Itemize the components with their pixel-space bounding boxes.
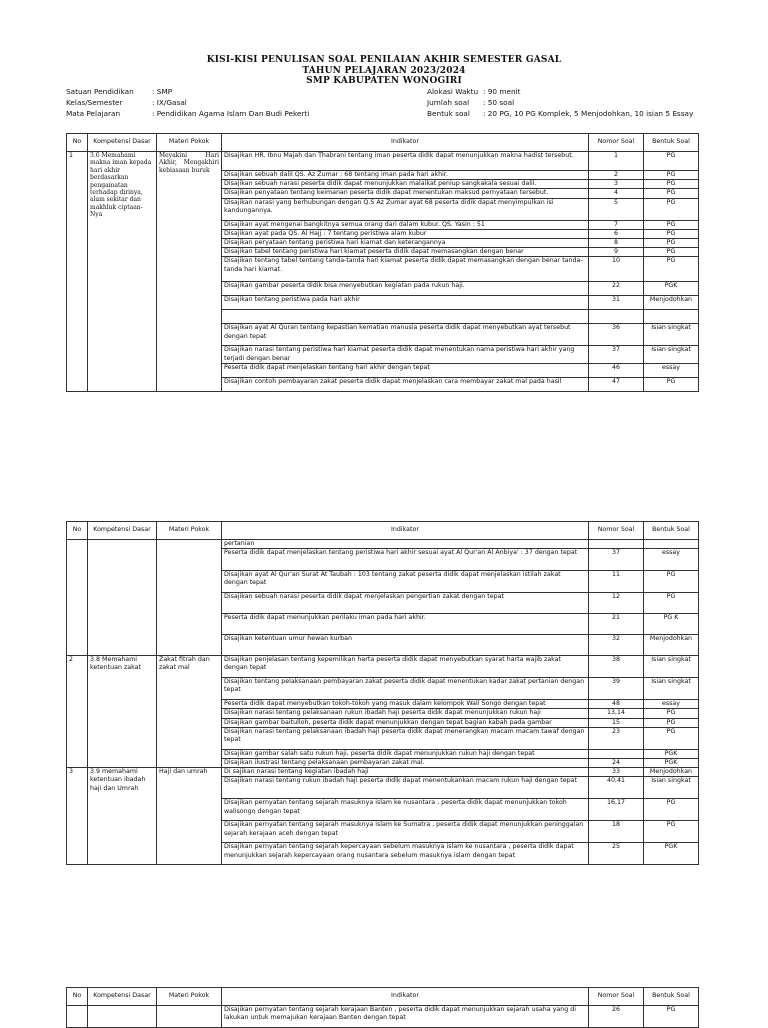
nomor-soal: 33 bbox=[589, 768, 644, 777]
indikator: Disajikan tentang pelaksanaan pembayaran zakat peserta didik dapat menentukan kadar zakat pertanian dengan tepat bbox=[222, 678, 589, 700]
meta-label: Alokasi Waktu bbox=[427, 87, 479, 96]
kisi-table-3 bbox=[66, 987, 699, 1028]
indikator: Disajikan tabel tentang peristiwa hari kiamat peserta didik dapat memasangkan dengan benar bbox=[222, 248, 589, 257]
nomor-soal: 21 bbox=[589, 614, 644, 635]
indikator: Disajikan gambar baitulloh, peserta didik dapat menunjukkan dengan tepat bagian kabah pada gambar bbox=[222, 718, 589, 727]
nomor-soal: 40,41 bbox=[589, 777, 644, 799]
document-title: KISI-KISI PENULISAN SOAL PENILAIAN AKHIR SEMESTER GASAL bbox=[206, 55, 562, 65]
bentuk-soal: Menjodohkan bbox=[644, 768, 699, 777]
header-materi-pokok: Materi Pokok bbox=[157, 988, 222, 1006]
header-bentuk-soal: Bentuk Soal bbox=[644, 988, 699, 1006]
bentuk-soal: PG bbox=[644, 229, 699, 238]
bentuk-soal: PG bbox=[644, 257, 699, 282]
indikator: Disajikan narasi tentang pelaksanaan ibadah haji peserta didik dapat menerangkan macam macam tawaf dengan tepat bbox=[222, 727, 589, 749]
nomor-soal: 1 bbox=[589, 152, 644, 171]
indikator: Disajikan ayat mengenai bangkitnya semua orang dari dalam kubur. QS. Yasin : 51 bbox=[222, 220, 589, 229]
indikator: Disajikan HR. Ibnu Majah dan Thabrani tentang iman peserta didik dapat menunjukkan makna hadist tersebut. bbox=[222, 152, 589, 171]
nomor-soal: 37 bbox=[589, 346, 644, 364]
nomor-soal: 26 bbox=[589, 1006, 644, 1028]
nomor-soal: 36 bbox=[589, 324, 644, 346]
indikator: Disajikan peryataan tentang peristiwa hari kiamat dan keterangannya bbox=[222, 239, 589, 248]
nomor-soal bbox=[589, 540, 644, 549]
indikator: Peserta didik dapat menyebutkan tokoh-tokoh yang masuk dalam kelompok Wali Songo dengan tepat bbox=[222, 700, 589, 709]
header-bentuk-soal: Bentuk Soal bbox=[644, 522, 699, 540]
header-no: No bbox=[67, 988, 88, 1006]
indikator: Disajikan penyataan tentang keimanan peserta didik dapat menentukan maksud pernyataan tersebut. bbox=[222, 189, 589, 198]
indikator bbox=[222, 310, 589, 324]
kisi-table-1 bbox=[66, 133, 699, 392]
header-nomor-soal: Nomor Soal bbox=[589, 134, 644, 152]
nomor-soal: 46 bbox=[589, 364, 644, 378]
bentuk-soal: essay bbox=[644, 700, 699, 709]
bentuk-soal: PG bbox=[644, 198, 699, 220]
bentuk-soal: PGK bbox=[644, 843, 699, 865]
bentuk-soal: essay bbox=[644, 364, 699, 378]
bentuk-soal: PG bbox=[644, 821, 699, 843]
nomor-soal: 13,14 bbox=[589, 709, 644, 718]
nomor-soal: 3 bbox=[589, 180, 644, 189]
table-row bbox=[67, 1006, 699, 1028]
nomor-soal: 23 bbox=[589, 727, 644, 749]
nomor-soal: 24 bbox=[589, 759, 644, 768]
indikator: Disajikan pernyatan tentang sejarah masuknya islam ke nusantara , peserta didik dapat menunjukkan tokoh walisongo dengan tepat bbox=[222, 799, 589, 821]
nomor-soal: 38 bbox=[589, 656, 644, 678]
bentuk-soal: PG K bbox=[644, 614, 699, 635]
table-row bbox=[67, 152, 699, 171]
indikator: Disajikan tentang peristiwa pada hari akhir bbox=[222, 296, 589, 310]
row-no: 3 bbox=[67, 768, 88, 865]
bentuk-soal: Isian singkat bbox=[644, 656, 699, 678]
bentuk-soal: Isian singkat bbox=[644, 346, 699, 364]
indikator: Disajikan pernyatan tentang sejarah kepercayaan sebelum masuknya islam ke nusantara , peserta didik dapat menunjukkan sejarah kepercayaan orang nusantara sebelum masuknya islam dengan tepat bbox=[222, 843, 589, 865]
header-kompetensi-dasar: Kompetensi Dasar bbox=[88, 522, 157, 540]
indikator: Disajikan narasi tentang rukun ibadah haji peserta didik dapat menentukankan macam rukun haji dengan tepat bbox=[222, 777, 589, 799]
header-indikator: Indikator bbox=[222, 522, 589, 540]
row-no: 1 bbox=[67, 152, 88, 392]
indikator: pertanian bbox=[222, 540, 589, 549]
nomor-soal: 7 bbox=[589, 220, 644, 229]
indikator: Disajikan ketentuan umur hewan kurban bbox=[222, 635, 589, 656]
kompetensi-dasar: 3.9 memahami ketentuan ibadah haji dan Umrah bbox=[88, 768, 157, 865]
bentuk-soal: PG bbox=[644, 799, 699, 821]
kisi-table-2 bbox=[66, 521, 699, 865]
meta-value: : 20 PG, 10 PG Komplek, 5 Menjodohkan, 10 isian 5 Essay bbox=[483, 109, 694, 118]
header-kompetensi-dasar: Kompetensi Dasar bbox=[88, 134, 157, 152]
bentuk-soal: PG bbox=[644, 378, 699, 392]
header-kompetensi-dasar: Kompetensi Dasar bbox=[88, 988, 157, 1006]
indikator: Disajikan ayat pada QS. Al Hajj : 7 tentang peristiwa alam kubur bbox=[222, 229, 589, 238]
table-row bbox=[67, 540, 699, 549]
bentuk-soal: PG bbox=[644, 571, 699, 593]
bentuk-soal: Isian singkat bbox=[644, 678, 699, 700]
nomor-soal: 47 bbox=[589, 378, 644, 392]
bentuk-soal: PGK bbox=[644, 282, 699, 296]
header-materi-pokok: Materi Pokok bbox=[157, 522, 222, 540]
bentuk-soal: PG bbox=[644, 152, 699, 171]
indikator: Disajikan sebuah dalil QS. Az Zumar : 68 tentang iman pada hari akhir. bbox=[222, 171, 589, 180]
meta-label: Jumlah soal bbox=[427, 98, 470, 107]
header-nomor-soal: Nomor Soal bbox=[589, 522, 644, 540]
indikator: Disajikan narasi tentang pelaksanaan rukun ibadah haji peserta didik dapat menunjukkan rukun haji bbox=[222, 709, 589, 718]
bentuk-soal: PG bbox=[644, 180, 699, 189]
nomor-soal: 25 bbox=[589, 843, 644, 865]
table-row bbox=[67, 768, 699, 777]
meta-value: : 50 soal bbox=[483, 98, 515, 107]
indikator: Disajikan ilustrasi tentang pelaksanaan pembayaran zakat mal. bbox=[222, 759, 589, 768]
nomor-soal: 8 bbox=[589, 239, 644, 248]
indikator: Disajikan narasi yang berhubungan dengan Q.S Az Zumar ayat 68 peserta didik dapat menyimpulkan isi kandungannya. bbox=[222, 198, 589, 220]
bentuk-soal: PG bbox=[644, 709, 699, 718]
indikator: Peserta didik dapat menunjukkan perilaku iman pada hari akhir. bbox=[222, 614, 589, 635]
indikator: Disajikan narasi tentang peristiwa hari kiamat peserta didik dapat menentukan nama peristiwa hari akhir yang terjadi dengan benar bbox=[222, 346, 589, 364]
bentuk-soal: PG bbox=[644, 727, 699, 749]
indikator: Disajikan gambar salah satu rukun haji, peserta didik dapat menunjukkan rukun haji dengan tepat bbox=[222, 749, 589, 758]
nomor-soal: 22 bbox=[589, 282, 644, 296]
bentuk-soal: PG bbox=[644, 171, 699, 180]
meta-label: Satuan Pendidikan bbox=[66, 87, 134, 96]
nomor-soal: 48 bbox=[589, 700, 644, 709]
nomor-soal: 5 bbox=[589, 198, 644, 220]
nomor-soal: 10 bbox=[589, 257, 644, 282]
bentuk-soal: PG bbox=[644, 189, 699, 198]
indikator: Disajikan pernyatan tentang sejarah masuknya islam ke Sumatra , peserta didik dapat menunjukkan peninggalan sejarah kerajaan aceh dengan tepat bbox=[222, 821, 589, 843]
bentuk-soal: Menjodohkan bbox=[644, 635, 699, 656]
indikator: Disajikan tentang tabel tentang tanda-tanda hari kiamat peserta didik dapat memasangkan dengan benar tanda-tanda hari kiamat. bbox=[222, 257, 589, 282]
nomor-soal: 18 bbox=[589, 821, 644, 843]
indikator: Peserta didik dapat menjelaskan tentang peristiwa hari akhir sesuai ayat Al Qur'an Al Anbiya' : 37 dengan tepat bbox=[222, 549, 589, 571]
bentuk-soal: PG bbox=[644, 220, 699, 229]
bentuk-soal: PG bbox=[644, 1006, 699, 1028]
bentuk-soal bbox=[644, 310, 699, 324]
header-indikator: Indikator bbox=[222, 988, 589, 1006]
nomor-soal: 9 bbox=[589, 248, 644, 257]
kompetensi-dasar: 3.6 Memahami makna iman kepada hari akhir berdasarkan pengamatan terhadap dirinya, alam sekitar dan makhluk ciptaan-Nya bbox=[88, 152, 157, 392]
indikator: Di sajikan narasi tentang kegiatan ibadah haji bbox=[222, 768, 589, 777]
nomor-soal: 31 bbox=[589, 296, 644, 310]
meta-value: : SMP bbox=[152, 87, 173, 96]
table-row bbox=[67, 656, 699, 678]
nomor-soal: 12 bbox=[589, 593, 644, 614]
indikator: Peserta didik dapat menjelaskan tentang hari akhir dengan tepat bbox=[222, 364, 589, 378]
meta-label: Mata Pelajaran bbox=[66, 109, 121, 118]
meta-left bbox=[66, 86, 309, 119]
nomor-soal: 15 bbox=[589, 718, 644, 727]
bentuk-soal: PG bbox=[644, 718, 699, 727]
bentuk-soal: PGK bbox=[644, 749, 699, 758]
bentuk-soal: Isian singkat bbox=[644, 324, 699, 346]
indikator: Disajikan contoh pembayaran zakat peserta didik dapat menjelaskan cara membayar zakat mal pada hasil bbox=[222, 378, 589, 392]
nomor-soal: 2 bbox=[589, 171, 644, 180]
meta-label: Kelas/Semester bbox=[66, 98, 123, 107]
nomor-soal: 37 bbox=[589, 549, 644, 571]
bentuk-soal: Menjodohkan bbox=[644, 296, 699, 310]
table-header-row bbox=[67, 522, 699, 540]
kompetensi-dasar: 3.8 Memahami ketentuan zakat bbox=[88, 656, 157, 768]
document-subtitle-school: SMP KABUPATEN WONOGIRI bbox=[306, 76, 462, 86]
table-header-row bbox=[67, 134, 699, 152]
row-no: 2 bbox=[67, 656, 88, 768]
indikator: Disajikan sebuah narasi peserta didik dapat menjelaskan pengertian zakat dengan tepat bbox=[222, 593, 589, 614]
nomor-soal: 16,17 bbox=[589, 799, 644, 821]
bentuk-soal: PG bbox=[644, 239, 699, 248]
nomor-soal: 4 bbox=[589, 189, 644, 198]
indikator: Disajikan ayat Al Quran tentang kepastian kematian manusia peserta didik dapat menyebutkan ayat tersebut dengan tepat bbox=[222, 324, 589, 346]
bentuk-soal: PG bbox=[644, 248, 699, 257]
nomor-soal bbox=[589, 310, 644, 324]
nomor-soal: 32 bbox=[589, 635, 644, 656]
header-indikator: Indikator bbox=[222, 134, 589, 152]
document-subtitle-year: TAHUN PELAJARAN 2023/2024 bbox=[302, 66, 466, 76]
meta-label: Bentuk soal bbox=[427, 109, 470, 118]
indikator: Disajikan pernyatan tentang sejarah kerajaan Banten , peserta didik dapat menunjukkan sejarah usaha yang di lakukan untuk memajukan kerajaan Banten dengan tepat bbox=[222, 1006, 589, 1028]
table-header-row bbox=[67, 988, 699, 1006]
nomor-soal: 39 bbox=[589, 678, 644, 700]
materi-pokok: Meyakini Hari Akhir, Mengakhiri kebiasaan buruk bbox=[157, 152, 222, 392]
materi-pokok: Zakat fitrah dan zakat mal bbox=[157, 656, 222, 768]
indikator: Disajikan gambar peserta didik bisa menyebutkan kegiatan pada rukun haji. bbox=[222, 282, 589, 296]
meta-value: : 90 menit bbox=[483, 87, 521, 96]
meta-right bbox=[427, 86, 693, 119]
bentuk-soal bbox=[644, 540, 699, 549]
header-no: No bbox=[67, 134, 88, 152]
indikator: Disajikan ayat Al Qur'an Surat At Taubah : 103 tentang zakat peserta didik dapat menjelaskan istilah zakat dengan tepat bbox=[222, 571, 589, 593]
nomor-soal: 6 bbox=[589, 229, 644, 238]
header-no: No bbox=[67, 522, 88, 540]
indikator: Disajikan penjelasan tentang kepemilikan harta peserta didik dapat menyebutkan syarat harta wajib zakat dengan tepat bbox=[222, 656, 589, 678]
materi-pokok: Haji dan umrah bbox=[157, 768, 222, 865]
indikator: Disajikan sebuah narasi peserta didik dapat menunjukkan malaikat peniup sangkakala sesuai dalil. bbox=[222, 180, 589, 189]
bentuk-soal: PG bbox=[644, 593, 699, 614]
bentuk-soal: PGK bbox=[644, 759, 699, 768]
nomor-soal bbox=[589, 749, 644, 758]
bentuk-soal: essay bbox=[644, 549, 699, 571]
header-nomor-soal: Nomor Soal bbox=[589, 988, 644, 1006]
header-bentuk-soal: Bentuk Soal bbox=[644, 134, 699, 152]
header-materi-pokok: Materi Pokok bbox=[157, 134, 222, 152]
nomor-soal: 11 bbox=[589, 571, 644, 593]
meta-value: : IX/Gasal bbox=[152, 98, 187, 107]
bentuk-soal: Isian singkat bbox=[644, 777, 699, 799]
meta-value: : Pendidikan Agama Islam Dan Budi Pekerti bbox=[152, 109, 310, 118]
